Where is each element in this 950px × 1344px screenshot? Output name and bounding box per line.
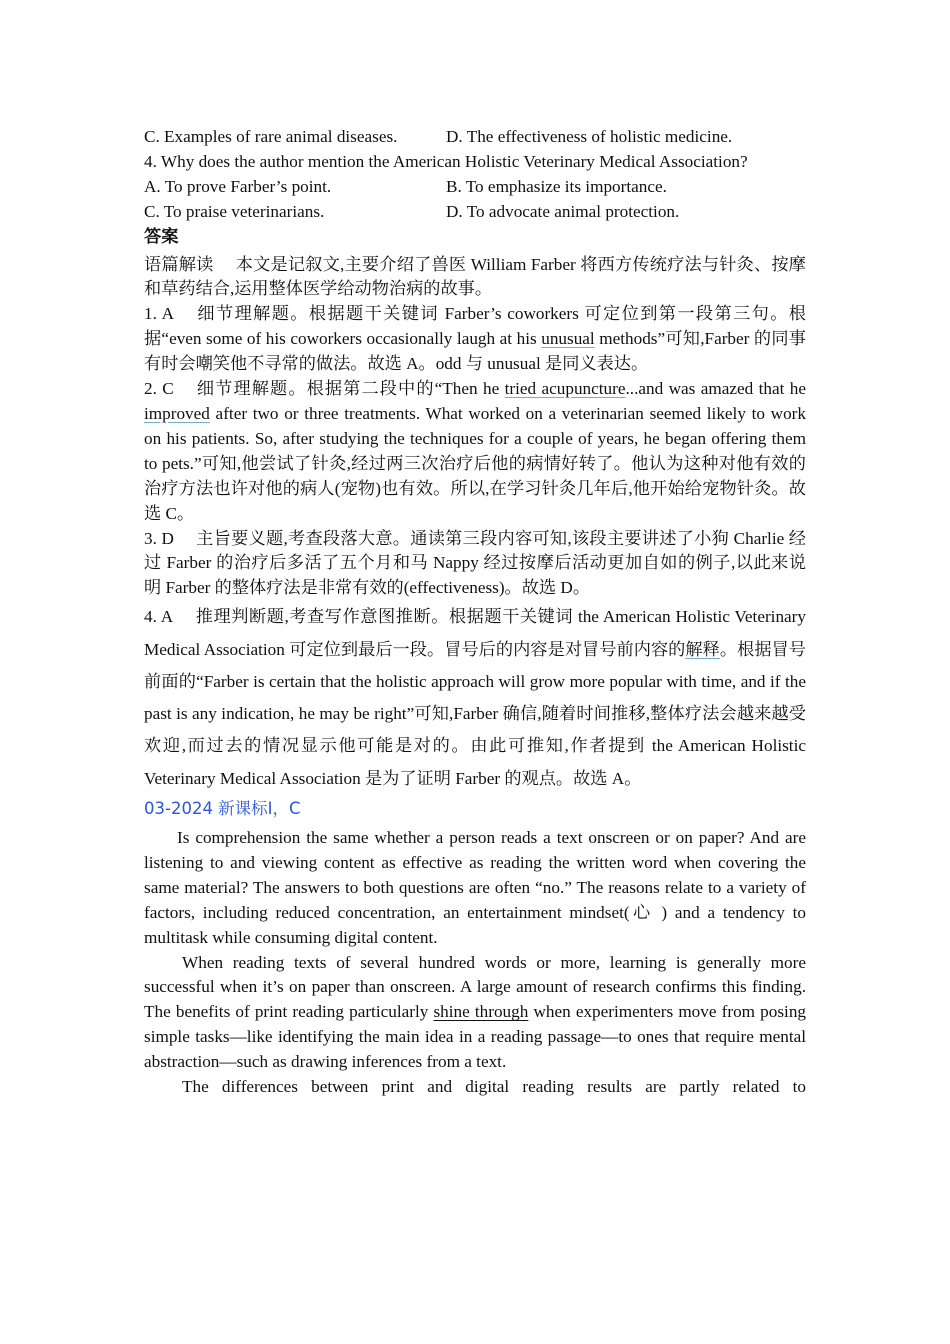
answer-4-underline: 解释 [685, 639, 720, 659]
section-source-label: 03-2024 新课标Ⅰ，C [144, 799, 301, 818]
answer-4-text: 推理判断题,考查写作意图推断。根据题干关键词 the American Holistic Veterinary Medical Association 可定位到最后一段。冒号后的内容是对冒号前内容的 [144, 607, 806, 659]
option-d: D. To advocate animal protection. [446, 201, 680, 221]
reading-passage-paragraph-2 [144, 951, 806, 1076]
question-4: 4. Why does the author mention the American Holistic Veterinary Medical Association? [144, 151, 748, 171]
answer-2-text-cont: ...and was amazed that he [625, 379, 807, 399]
answer-2-text-end: after two or three treatments. What worked on a veterinarian seemed likely to work on his patients. So, after studying the techniques for a couple of years, he began offering them to pets.”可知,他尝试了针灸,经过两三次治疗后他的病情好转了。他认为这种对他有效的治疗方法也许对他的病人(宠物)也有效。所以,在学习针灸几年后,他开始给宠物针灸。故选 C。 [144, 403, 806, 523]
answer-1-underline: unusual [541, 329, 595, 349]
option-c: C. Examples of rare animal diseases. [144, 127, 398, 146]
answer-3-tag: 3. D [144, 528, 174, 548]
passage-analysis [144, 253, 806, 303]
analysis-tag: 语篇解读 [144, 254, 214, 274]
answer-2-tag: 2. C [144, 379, 174, 399]
question-4-options-cd [144, 200, 806, 225]
reading-passage-paragraph-3: The differences between print and digital reading results are partly related to [182, 1077, 806, 1097]
answer-4 [144, 601, 806, 795]
paragraph-2-text: When reading texts of several hundred words or more, learning is generally more successful when it’s on paper than onscreen. A large amount of research confirms this finding. The benefits of print reading particularly [144, 952, 806, 1022]
answer-1-text-cont: methods”可知,Farber 的同事有时会嘲笑他不寻常的做法。故选 A。odd 与 unusual 是同义表达。 [144, 329, 806, 374]
document-page [144, 125, 806, 1100]
option-b: B. To emphasize its importance. [446, 176, 667, 196]
answer-3 [144, 527, 806, 602]
option-a: A. To prove Farber’s point. [144, 176, 332, 196]
question-3-options-cd [144, 125, 806, 150]
option-d: D. The effectiveness of holistic medicine. [446, 127, 733, 146]
option-c: C. To praise veterinarians. [144, 201, 325, 221]
answer-4-tag: 4. A [144, 607, 174, 627]
analysis-text: 本文是记叙文,主要介绍了兽医 William Farber 将西方传统疗法与针灸、按摩和草药结合,运用整体医学给动物治病的故事。 [144, 254, 806, 299]
answer-heading: 答案 [144, 226, 179, 246]
answer-2-underline-1: tried acupuncture [504, 379, 626, 399]
paragraph-2-underline: shine through [433, 1002, 529, 1022]
answer-1-tag: 1. A [144, 304, 175, 324]
question-4-options-ab [144, 175, 806, 200]
answer-3-text: 主旨要义题,考查段落大意。通读第三段内容可知,该段主要讲述了小狗 Charlie 经过 Farber 的治疗后多活了五个月和马 Nappy 经过按摩后活动更加自如的例子,以此来说明 Farber 的整体疗法是非常有效的(effectiveness)。故选 D。 [144, 528, 806, 598]
answer-2 [144, 377, 806, 526]
answer-4-text-cont: 。根据冒号前面的“Farber is certain that the holistic approach will grow more popular with time, and if the past is any indication, he may be right”可知,Farber 确信,随着时间推移,整体疗法会越来越受欢迎,而过去的情况显示他可能是对的。由此可推知,作者提到 the American Holistic Veterinary Medical Association 是为了证明 Farber 的观点。故选 A。 [144, 639, 806, 788]
paragraph-2-text-cont: when experimenters move from posing simple tasks—like identifying the main idea in a reading passage—to ones that require mental abstraction—such as drawing inferences from a text. [144, 1002, 807, 1072]
answer-1-text: 细节理解题。根据题干关键词 Farber’s coworkers 可定位到第一段第三句。根据“even some of his coworkers occasionally laugh at his [144, 304, 806, 349]
answer-2-text: 细节理解题。根据第二段中的“Then he [195, 379, 505, 399]
answer-2-underline-2: improved [144, 403, 210, 423]
reading-passage-paragraph-1: Is comprehension the same whether a person reads a text onscreen or on paper? And are listening to and viewing content as effective as reading the written word when covering the same material? The answers to both questions are often “no.” The reasons relate to a variety of factors, including reduced concentration, an entertainment mindset(心 ) and a tendency to multitask while consuming digital content. [144, 828, 806, 947]
answer-1 [144, 302, 806, 377]
